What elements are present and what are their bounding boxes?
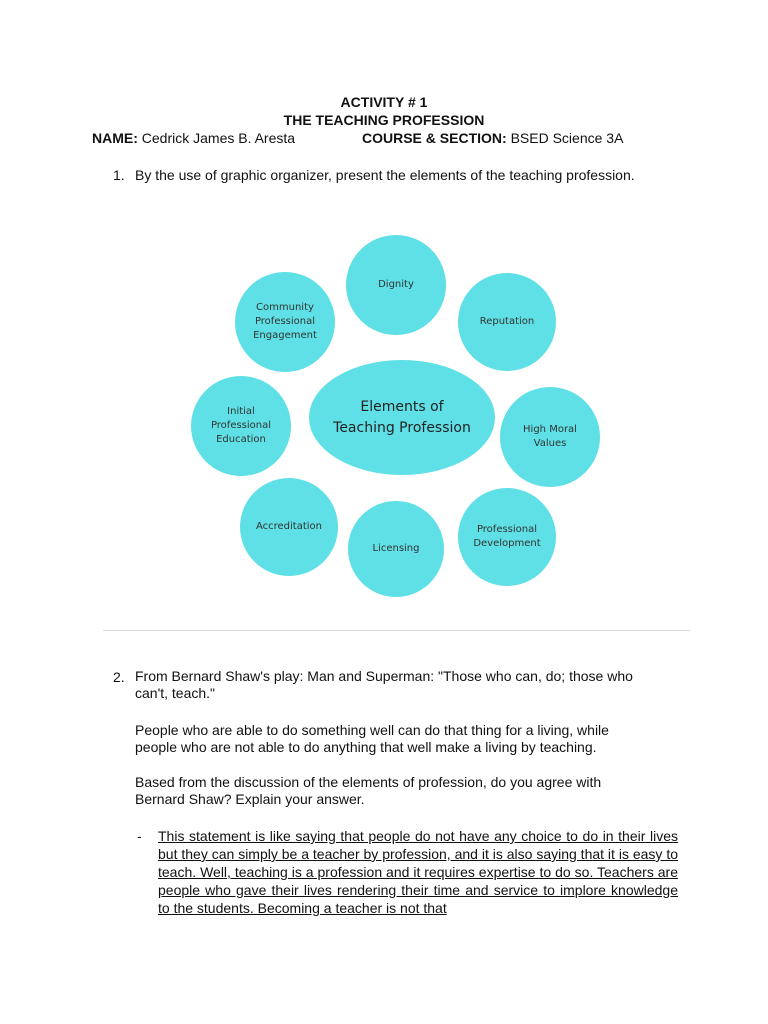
q1-number: 1. [113,167,125,183]
paragraph-line: Bernard Shaw? Explain your answer. [135,791,365,807]
node-reputation [458,273,556,371]
course-value: BSED Science 3A [510,130,624,146]
node-initial-professional-education [191,376,291,476]
q2-quote-line-2: can't, teach." [135,685,216,701]
q2-number: 2. [113,669,125,685]
q2-quote-line-1: From Bernard Shaw's play: Man and Superman: "Those who can, do; those who [135,668,633,684]
node-label: Professional [476,524,538,535]
node-label: Reputation [479,316,535,327]
q2-paragraph-2 [135,774,695,808]
node-professional-development [458,488,556,586]
course-label: COURSE & SECTION: [362,130,507,146]
node-label: High Moral [523,424,577,435]
paragraph-line: Based from the discussion of the elements of profession, do you agree with [135,774,602,790]
node-label: Accreditation [255,521,323,532]
node-dignity [346,235,446,335]
center-label-line-2: Teaching Profession [333,419,471,436]
answer-dash: - [137,828,142,844]
q2-paragraph-1 [135,722,695,756]
node-label: Engagement [253,330,317,341]
paragraph-line: people who are not able to do anything that well make a living by teaching. [135,739,597,755]
q1-text: By the use of graphic organizer, present the elements of the teaching profession. [135,167,635,183]
node-label: Licensing [372,543,420,554]
node-label: Professional [254,316,316,327]
node-label: Initial [227,406,255,417]
node-accreditation [240,478,338,576]
node-label: Community [256,302,314,313]
name-line [92,129,295,147]
node-label: Values [533,438,567,449]
q2-quote [135,668,695,702]
node-community-professional-engagement [235,272,335,372]
divider [103,630,690,631]
answer-text: This statement is like saying that people do not have any choice to do in their lives but they can simply be a teacher by profession, and it is also saying that it is easy to teach. Well, teaching is a profession and it requires expertise to do so. Teachers are people who gave their lives rendering their time and service to implore knowledge to the students. Becoming a teacher is not that [158,828,678,916]
name-label: NAME: [92,130,138,146]
activity-number: ACTIVITY # 1 [340,94,428,110]
course-line [362,129,623,147]
node-licensing [348,501,444,597]
name-value: Cedrick James B. Aresta [141,130,296,146]
node-label: Professional [210,420,272,431]
center-ellipse [309,360,495,475]
document-title: THE TEACHING PROFESSION [283,112,485,128]
node-label: Education [216,434,266,445]
node-label: Dignity [378,279,414,290]
node-high-moral-values [500,387,600,487]
node-label: Development [473,538,541,549]
center-label-line-1: Elements of [360,398,444,415]
paragraph-line: People who are able to do something well can do that thing for a living, while [135,722,609,738]
